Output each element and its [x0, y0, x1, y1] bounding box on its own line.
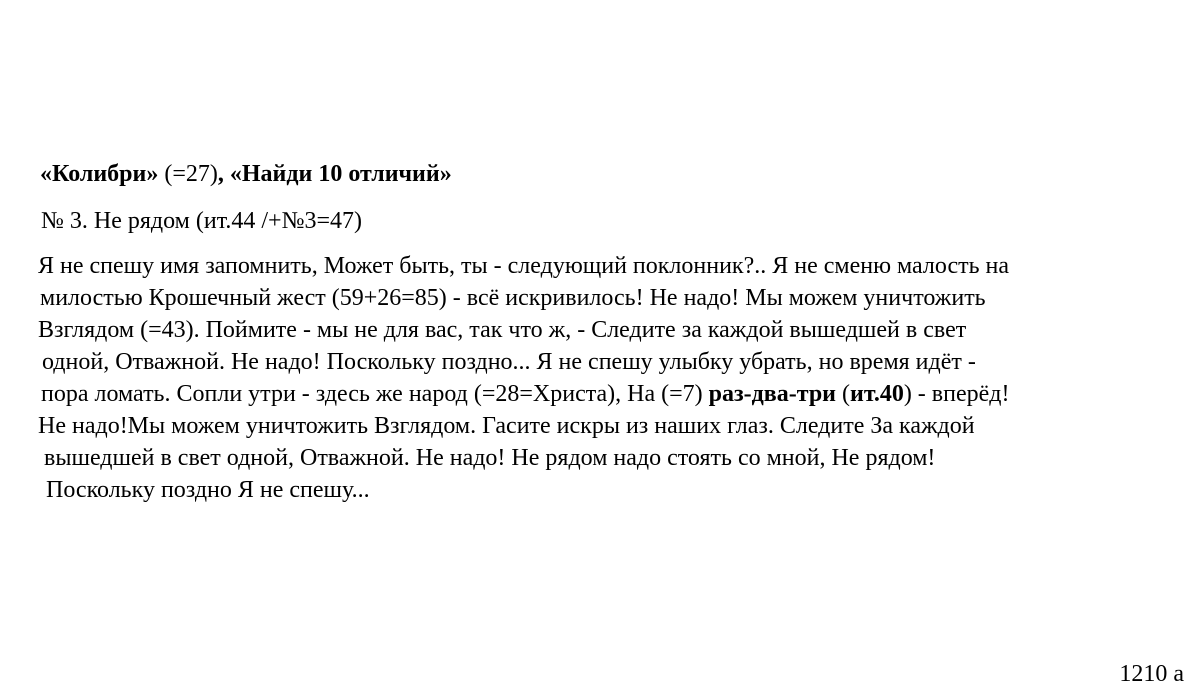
lyrics-line-4: одной, Отважной. Не надо! Поскольку поздно... Я не спешу улыбку убрать, но время идёт -: [42, 349, 976, 375]
lyrics-line-5-bold-it: ит.40: [850, 381, 904, 407]
lyrics-line-5-end: ) - вперёд!: [903, 381, 1010, 407]
song-title-kolibri: «Колибри»: [40, 161, 159, 187]
lyrics-line-6: Не надо!Мы можем уничтожить Взглядом. Гасите искры из наших глаз. Следите За каждой: [38, 413, 975, 439]
lyrics-line-5-text: пора ломать. Сопли утри - здесь же народ (=28=Христа), На (=7): [41, 381, 709, 407]
lyrics-line-7: вышедшей в свет одной, Отважной. Не надо! Не рядом надо стоять со мной, Не рядом!: [44, 445, 936, 471]
track-subtitle: № 3. Не рядом (ит.44 /+№3=47): [41, 208, 363, 234]
lyrics-line-5-bold-count: раз-два-три: [708, 381, 836, 407]
page-number: 1210 a: [1119, 661, 1184, 687]
album-title: , «Найди 10 отличий»: [217, 161, 452, 187]
lyrics-line-3: Взглядом (=43). Поймите - мы не для вас, так что ж, - Следите за каждой вышедшей в свет: [38, 317, 967, 343]
lyrics-line-5: [41, 378, 1009, 410]
lyrics-line-8: Поскольку поздно Я не спешу...: [46, 477, 370, 503]
lyrics-line-5-paren-open: (: [836, 381, 850, 407]
song-title-line: [40, 158, 452, 190]
song-title-code: (=27): [158, 161, 218, 187]
lyrics-line-1: Я не спешу имя запомнить, Может быть, ты - следующий поклонник?.. Я не сменю малость на: [38, 253, 1010, 279]
lyrics-line-2: милостью Крошечный жест (59+26=85) - всё искривилось! Не надо! Мы можем уничтожить: [40, 285, 986, 311]
